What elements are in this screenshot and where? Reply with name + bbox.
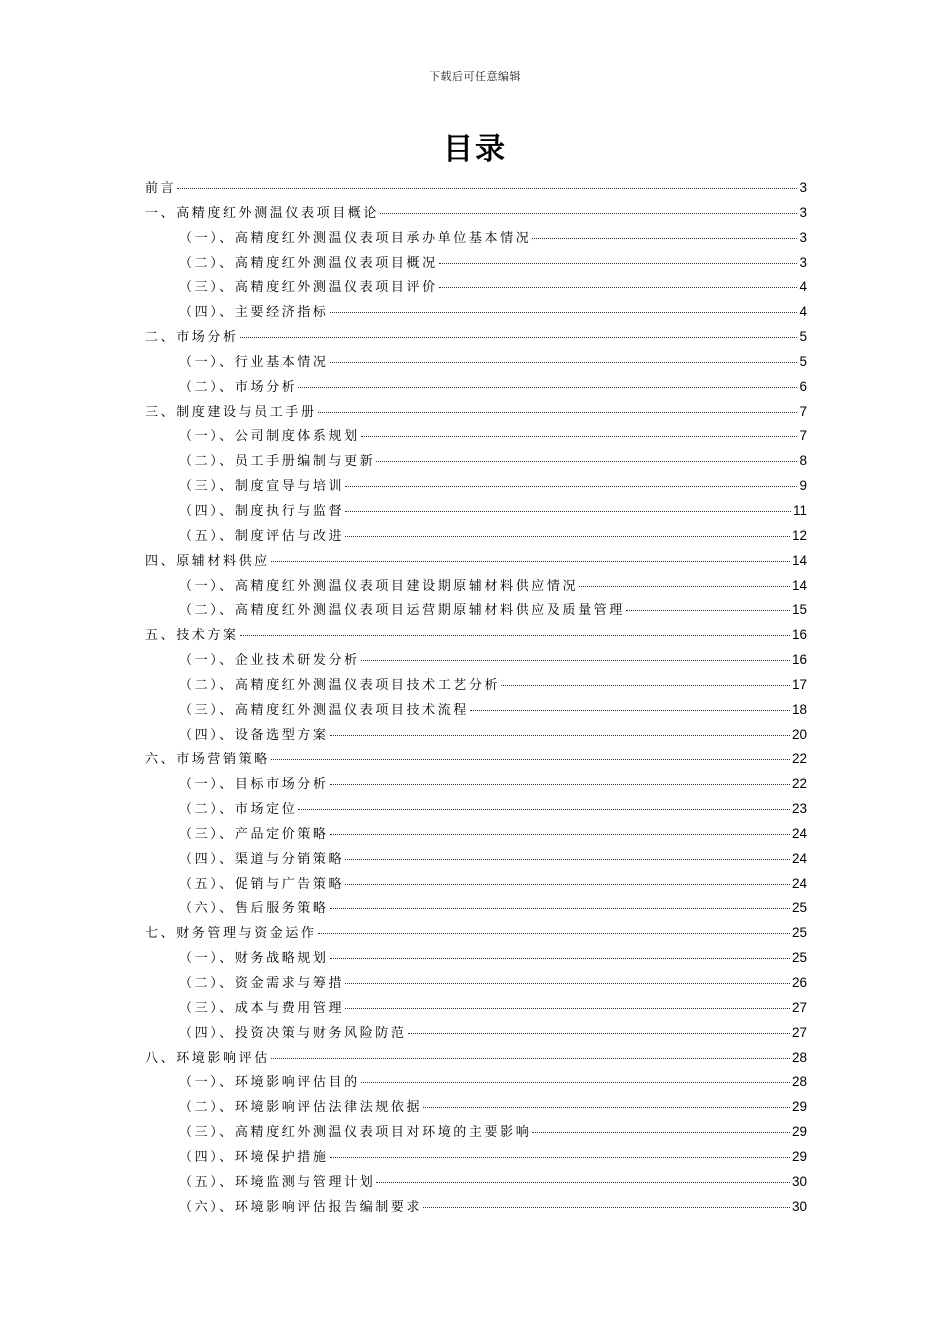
toc-entry-label: 六、市场营销策略	[145, 752, 270, 768]
toc-dot-leader	[330, 958, 790, 959]
toc-section-entry[interactable]	[145, 1071, 807, 1096]
toc-entry-label: （二）、高精度红外测温仪表项目概况	[179, 255, 438, 271]
toc-page-number: 27	[791, 1024, 807, 1040]
toc-page-number: 3	[799, 180, 807, 195]
toc-entry-label: （二）、高精度红外测温仪表项目技术工艺分析	[179, 677, 501, 693]
toc-section-entry[interactable]	[145, 873, 807, 898]
toc-section-entry[interactable]	[145, 351, 807, 376]
toc-section-entry[interactable]	[145, 252, 807, 277]
toc-entry-label: （三）、产品定价策略	[179, 826, 329, 842]
toc-entry-label: （三）、高精度红外测温仪表项目对环境的主要影响	[179, 1125, 532, 1141]
toc-section-entry[interactable]	[145, 525, 807, 550]
toc-entry-label: （四）、环境保护措施	[179, 1149, 329, 1165]
toc-section-entry[interactable]	[145, 724, 807, 749]
toc-dot-leader	[318, 933, 790, 934]
toc-dot-leader	[532, 238, 797, 239]
toc-dot-leader	[423, 1107, 790, 1108]
toc-entry-label: （四）、主要经济指标	[179, 305, 329, 321]
toc-entry-label: （二）、员工手册编制与更新	[179, 454, 376, 470]
toc-page-number: 24	[791, 825, 807, 841]
toc-page-number: 25	[791, 950, 807, 966]
toc-section-entry[interactable]	[145, 1121, 807, 1146]
toc-chapter-entry[interactable]	[145, 550, 807, 575]
toc-entry-label: 四、原辅材料供应	[145, 553, 270, 569]
toc-title: 目录	[443, 132, 507, 167]
toc-page-number: 11	[792, 502, 807, 518]
toc-dot-leader	[579, 586, 790, 587]
toc-section-entry[interactable]	[145, 475, 807, 500]
toc-section-entry[interactable]	[145, 1096, 807, 1121]
toc-page-number: 16	[791, 627, 807, 643]
toc-page-number: 24	[791, 875, 807, 891]
toc-section-entry[interactable]	[145, 773, 807, 798]
toc-entry-label: （二）、高精度红外测温仪表项目运营期原辅材料供应及质量管理	[179, 603, 625, 619]
toc-entry-label: （六）、售后服务策略	[179, 901, 329, 917]
toc-entry-label: 三、制度建设与员工手册	[145, 404, 317, 420]
toc-dot-leader	[361, 660, 790, 661]
toc-page-number: 29	[791, 1148, 807, 1164]
toc-entry-label: 八、环境影响评估	[145, 1050, 270, 1066]
toc-dot-leader	[330, 908, 790, 909]
toc-section-entry[interactable]	[145, 376, 807, 401]
toc-section-entry[interactable]	[145, 575, 807, 600]
toc-section-entry[interactable]	[145, 1196, 807, 1221]
toc-chapter-entry[interactable]	[145, 922, 807, 947]
toc-dot-leader	[298, 387, 797, 388]
toc-dot-leader	[298, 809, 790, 810]
toc-dot-leader	[330, 784, 790, 785]
toc-page-number: 4	[799, 279, 807, 295]
toc-entry-label: （三）、高精度红外测温仪表项目技术流程	[179, 702, 469, 718]
toc-entry-label: （二）、资金需求与筹措	[179, 976, 345, 991]
toc-entry-label: （一）、行业基本情况	[179, 354, 329, 370]
toc-dot-leader	[345, 884, 790, 885]
toc-dot-leader	[361, 436, 798, 437]
toc-page-number: 20	[791, 726, 807, 742]
toc-section-entry[interactable]	[145, 450, 807, 475]
toc-entry-label: （一）、公司制度体系规划	[179, 429, 360, 445]
toc-page-number: 29	[791, 1099, 807, 1115]
toc-entry-label: 前言	[145, 181, 177, 196]
toc-dot-leader	[345, 536, 790, 537]
toc-section-entry[interactable]	[145, 823, 807, 848]
toc-dot-leader	[345, 859, 790, 860]
toc-dot-leader	[240, 337, 798, 338]
toc-section-entry[interactable]	[145, 500, 807, 525]
toc-dot-leader	[271, 1058, 790, 1059]
toc-section-entry[interactable]	[145, 997, 807, 1022]
toc-dot-leader	[345, 1008, 790, 1009]
toc-page-number: 6	[799, 378, 807, 394]
toc-page-number: 24	[791, 850, 807, 866]
toc-dot-leader	[271, 561, 790, 562]
toc-entry-label: （四）、设备选型方案	[179, 727, 329, 743]
toc-dot-leader	[376, 461, 797, 462]
toc-entry-label: （二）、市场定位	[179, 802, 298, 818]
toc-page-number: 28	[791, 1074, 807, 1090]
toc-entry-label: （五）、环境监测与管理计划	[179, 1174, 376, 1190]
toc-page-number: 18	[791, 701, 807, 717]
toc-dot-leader	[532, 1132, 790, 1133]
toc-page-number: 12	[791, 527, 807, 543]
toc-section-entry[interactable]	[145, 972, 807, 997]
toc-dot-leader	[439, 263, 798, 264]
toc-page-number: 22	[791, 751, 807, 767]
toc-chapter-entry[interactable]	[145, 177, 807, 202]
toc-list	[145, 177, 807, 1220]
toc-page-number: 3	[799, 229, 807, 245]
toc-page-number: 25	[791, 925, 807, 941]
toc-dot-leader	[626, 610, 790, 611]
toc-page-number: 14	[791, 552, 807, 568]
toc-entry-label: 七、财务管理与资金运作	[145, 926, 317, 942]
toc-page-number: 22	[791, 776, 807, 792]
toc-section-entry[interactable]	[145, 798, 807, 823]
page-header-note: 下载后可任意编辑	[429, 70, 521, 83]
toc-entry-label: 一、高精度红外测温仪表项目概论	[145, 205, 380, 221]
toc-entry-label: （一）、高精度红外测温仪表项目建设期原辅材料供应情况	[179, 578, 579, 594]
toc-entry-label: （四）、制度执行与监督	[179, 503, 345, 519]
toc-dot-leader	[345, 511, 791, 512]
toc-entry-label: （六）、环境影响评估报告编制要求	[179, 1199, 423, 1215]
toc-page-number: 8	[799, 453, 807, 469]
toc-entry-label: （三）、高精度红外测温仪表项目评价	[179, 280, 438, 296]
toc-dot-leader	[177, 188, 797, 189]
toc-chapter-entry[interactable]	[145, 202, 807, 227]
toc-page-number: 30	[791, 1198, 807, 1214]
toc-chapter-entry[interactable]	[145, 1047, 807, 1072]
toc-entry-label: 二、市场分析	[145, 330, 239, 346]
toc-page-number: 3	[799, 204, 807, 220]
toc-dot-leader	[423, 1207, 790, 1208]
toc-entry-label: （五）、制度评估与改进	[179, 528, 345, 544]
toc-dot-leader	[439, 287, 798, 288]
toc-entry-label: （三）、成本与费用管理	[179, 1000, 345, 1016]
toc-entry-label: （一）、目标市场分析	[179, 777, 329, 793]
toc-page-number: 3	[799, 254, 807, 270]
toc-section-entry[interactable]	[145, 227, 807, 252]
toc-dot-leader	[330, 834, 790, 835]
toc-dot-leader	[380, 213, 797, 214]
toc-chapter-entry[interactable]	[145, 748, 807, 773]
toc-entry-label: （二）、环境影响评估法律法规依据	[179, 1100, 423, 1116]
toc-section-entry[interactable]	[145, 947, 807, 972]
toc-dot-leader	[361, 1082, 790, 1083]
toc-page-number: 7	[799, 428, 807, 444]
toc-entry-label: （五）、促销与广告策略	[179, 876, 345, 892]
toc-chapter-entry[interactable]	[145, 624, 807, 649]
toc-dot-leader	[408, 1033, 790, 1034]
toc-page-number: 26	[791, 975, 807, 990]
toc-entry-label: （一）、环境影响评估目的	[179, 1075, 360, 1091]
toc-page-number: 25	[791, 900, 807, 916]
toc-page-number: 5	[799, 353, 807, 369]
toc-page-number: 5	[799, 329, 807, 345]
toc-page-number: 4	[799, 304, 807, 320]
toc-dot-leader	[271, 759, 790, 760]
toc-page-number: 29	[791, 1124, 807, 1140]
toc-entry-label: （一）、企业技术研发分析	[179, 653, 360, 669]
toc-section-entry[interactable]	[145, 301, 807, 326]
toc-entry-label: （一）、高精度红外测温仪表项目承办单位基本情况	[179, 230, 532, 246]
toc-page-number: 27	[791, 999, 807, 1015]
toc-page-number: 14	[791, 577, 807, 593]
toc-page-number: 30	[791, 1173, 807, 1189]
toc-page-number: 16	[791, 652, 807, 668]
toc-section-entry[interactable]	[145, 848, 807, 873]
toc-dot-leader	[240, 635, 790, 636]
toc-section-entry[interactable]	[145, 699, 807, 724]
toc-dot-leader	[330, 362, 798, 363]
toc-entry-label: （一）、财务战略规划	[179, 951, 329, 967]
toc-entry-label: （四）、投资决策与财务风险防范	[179, 1025, 407, 1041]
toc-section-entry[interactable]	[145, 276, 807, 301]
toc-dot-leader	[345, 486, 797, 487]
toc-page-number: 7	[799, 403, 807, 419]
toc-page-number: 28	[791, 1049, 807, 1065]
toc-section-entry[interactable]	[145, 599, 807, 624]
toc-chapter-entry[interactable]	[145, 401, 807, 426]
toc-dot-leader	[501, 685, 790, 686]
toc-dot-leader	[318, 412, 798, 413]
toc-dot-leader	[330, 312, 798, 313]
toc-section-entry[interactable]	[145, 897, 807, 922]
toc-entry-label: （二）、市场分析	[179, 379, 298, 395]
toc-section-entry[interactable]	[145, 674, 807, 699]
toc-dot-leader	[330, 1157, 790, 1158]
toc-section-entry[interactable]	[145, 1171, 807, 1196]
toc-entry-label: （四）、渠道与分销策略	[179, 851, 345, 867]
toc-section-entry[interactable]	[145, 1022, 807, 1047]
toc-chapter-entry[interactable]	[145, 326, 807, 351]
toc-page-number: 17	[791, 676, 807, 692]
toc-entry-label: 五、技术方案	[145, 628, 239, 644]
toc-page-number: 15	[791, 602, 807, 618]
toc-dot-leader	[345, 983, 790, 984]
toc-dot-leader	[376, 1182, 790, 1183]
toc-section-entry[interactable]	[145, 1146, 807, 1171]
toc-page-number: 23	[791, 801, 807, 817]
toc-entry-label: （三）、制度宣导与培训	[179, 479, 345, 495]
toc-section-entry[interactable]	[145, 425, 807, 450]
toc-section-entry[interactable]	[145, 649, 807, 674]
toc-dot-leader	[330, 735, 790, 736]
toc-dot-leader	[470, 710, 790, 711]
toc-page-number: 9	[799, 478, 807, 494]
